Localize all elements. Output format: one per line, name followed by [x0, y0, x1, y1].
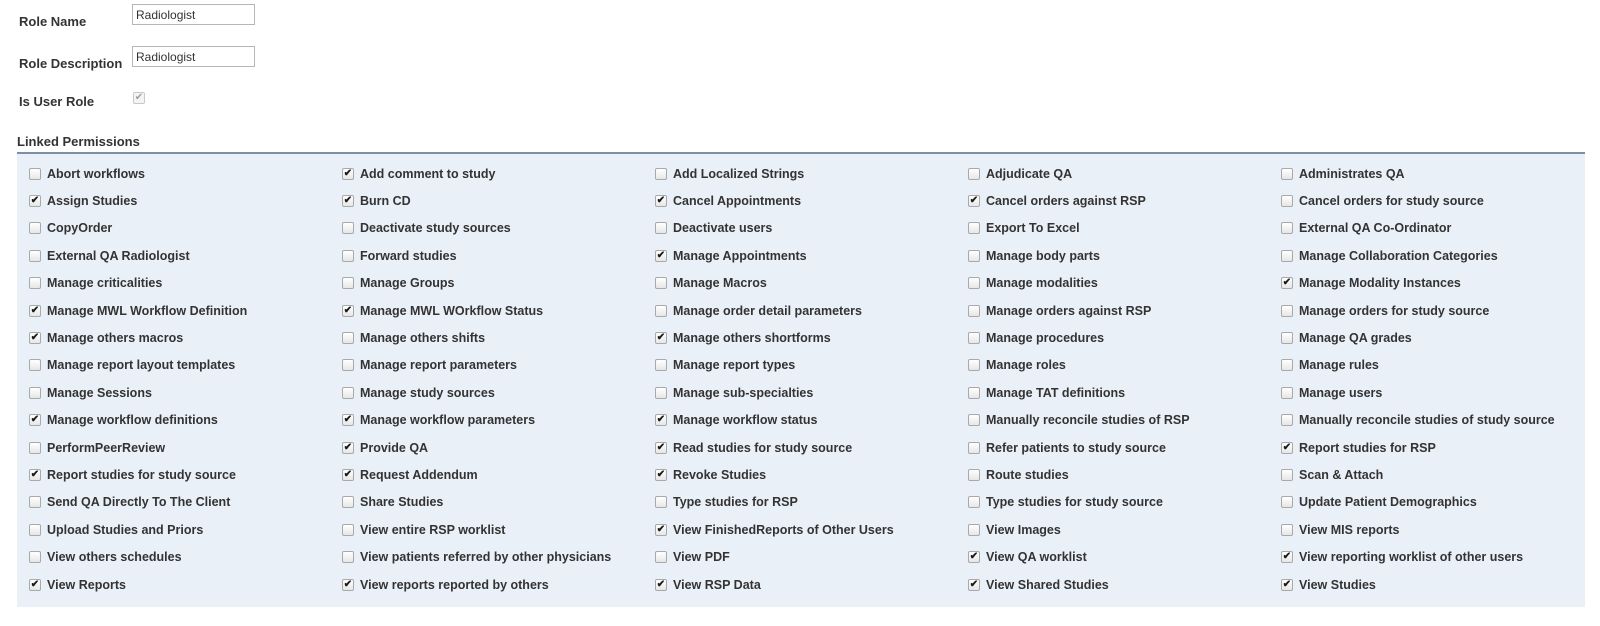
permission-item[interactable] — [342, 489, 655, 516]
permission-item[interactable] — [29, 160, 342, 187]
permission-label: Add Localized Strings — [673, 166, 805, 181]
permission-label: Manage report layout templates — [47, 358, 236, 373]
check-icon: ✔ — [656, 578, 666, 590]
permission-checkbox[interactable] — [342, 305, 354, 317]
permission-item[interactable] — [968, 270, 1281, 297]
permission-checkbox[interactable] — [968, 250, 980, 262]
permission-checkbox[interactable] — [29, 250, 41, 262]
permission-checkbox[interactable] — [342, 496, 354, 508]
check-icon: ✔ — [343, 441, 353, 453]
permission-label: View reports reported by others — [360, 577, 549, 592]
permission-checkbox[interactable] — [1281, 168, 1293, 180]
permission-checkbox[interactable] — [342, 168, 354, 180]
permission-checkbox[interactable] — [29, 359, 41, 371]
permission-checkbox[interactable] — [655, 551, 667, 563]
permission-item[interactable] — [29, 461, 342, 488]
permission-checkbox[interactable] — [1281, 414, 1293, 426]
permission-label: View MIS reports — [1299, 522, 1400, 537]
permission-label: View Studies — [1299, 577, 1376, 592]
permission-label: Revoke Studies — [673, 467, 767, 482]
permissions-grid — [29, 160, 1581, 598]
check-icon: ✔ — [656, 441, 666, 453]
check-icon: ✔ — [656, 523, 666, 535]
permission-label: Manage MWL Workflow Definition — [47, 303, 248, 318]
permission-item[interactable] — [655, 461, 968, 488]
permission-item[interactable] — [655, 407, 968, 434]
permission-checkbox[interactable] — [342, 387, 354, 399]
permission-checkbox[interactable] — [655, 524, 667, 536]
permission-checkbox[interactable] — [342, 222, 354, 234]
permissions-panel — [17, 154, 1585, 607]
permission-label: Send QA Directly To The Client — [47, 495, 231, 510]
permission-label: View FinishedReports of Other Users — [673, 522, 894, 537]
permission-label: Manage others shifts — [360, 331, 486, 346]
permission-checkbox[interactable] — [1281, 579, 1293, 591]
check-icon: ✔ — [343, 304, 353, 316]
permission-checkbox[interactable] — [29, 579, 41, 591]
permission-item[interactable] — [29, 434, 342, 461]
permission-checkbox[interactable] — [342, 250, 354, 262]
permission-item[interactable] — [1281, 516, 1581, 543]
permission-item[interactable] — [1281, 379, 1581, 406]
permission-checkbox[interactable] — [29, 442, 41, 454]
permission-item[interactable] — [968, 379, 1281, 406]
check-icon: ✔ — [134, 92, 144, 103]
permission-checkbox[interactable] — [29, 195, 41, 207]
permission-label: Manage workflow status — [673, 413, 818, 428]
permission-item[interactable] — [968, 215, 1281, 242]
permission-label: Report studies for RSP — [1299, 440, 1436, 455]
permission-checkbox[interactable] — [655, 414, 667, 426]
permission-item[interactable] — [29, 352, 342, 379]
permission-item[interactable] — [1281, 352, 1581, 379]
permission-label: Cancel Appointments — [673, 194, 802, 209]
permission-checkbox[interactable] — [655, 332, 667, 344]
role-description-label: Role Description — [19, 56, 123, 71]
permission-label: Provide QA — [360, 440, 429, 455]
permission-item[interactable] — [29, 407, 342, 434]
permission-checkbox[interactable] — [968, 524, 980, 536]
permission-label: Cancel orders for study source — [1299, 194, 1484, 209]
permission-label: Add comment to study — [360, 166, 496, 181]
linked-permissions-title: Linked Permissions — [17, 134, 140, 149]
permission-item[interactable] — [29, 215, 342, 242]
permission-item[interactable] — [968, 434, 1281, 461]
permission-item[interactable] — [655, 489, 968, 516]
permission-checkbox[interactable] — [1281, 524, 1293, 536]
check-icon: ✔ — [1282, 277, 1292, 289]
permission-checkbox[interactable] — [968, 579, 980, 591]
check-icon: ✔ — [30, 414, 40, 426]
permission-label: View patients referred by other physicians — [360, 550, 612, 565]
check-icon: ✔ — [343, 468, 353, 480]
permission-checkbox[interactable] — [968, 387, 980, 399]
permission-item[interactable] — [1281, 187, 1581, 214]
check-icon: ✔ — [343, 167, 353, 179]
permission-label: Deactivate study sources — [360, 221, 511, 236]
permission-item[interactable] — [342, 379, 655, 406]
permission-item[interactable] — [29, 543, 342, 570]
check-icon: ✔ — [1282, 551, 1292, 563]
permission-checkbox[interactable] — [1281, 442, 1293, 454]
permission-checkbox[interactable] — [968, 277, 980, 289]
role-description-input[interactable] — [132, 46, 255, 67]
permission-label: View entire RSP worklist — [360, 522, 506, 537]
permission-label: View QA worklist — [986, 550, 1087, 565]
permission-item[interactable] — [342, 324, 655, 351]
permission-item[interactable] — [1281, 324, 1581, 351]
permission-checkbox[interactable] — [968, 414, 980, 426]
permission-checkbox[interactable] — [655, 168, 667, 180]
permission-item[interactable] — [29, 242, 342, 269]
permission-item[interactable] — [655, 379, 968, 406]
permission-label: Manage users — [1299, 385, 1383, 400]
permission-label: Manage workflow parameters — [360, 413, 536, 428]
permission-label: Manage Groups — [360, 276, 455, 291]
permission-checkbox[interactable] — [342, 469, 354, 481]
permission-item[interactable] — [342, 461, 655, 488]
check-icon: ✔ — [656, 332, 666, 344]
permission-label: Share Studies — [360, 495, 444, 510]
permission-label: Upload Studies and Priors — [47, 522, 204, 537]
permission-item[interactable] — [1281, 571, 1581, 598]
permission-checkbox[interactable] — [1281, 222, 1293, 234]
permission-label: Request Addendum — [360, 467, 478, 482]
permission-label: Manage report types — [673, 358, 796, 373]
permission-label: Burn CD — [360, 194, 411, 209]
permission-label: Manage orders against RSP — [986, 303, 1152, 318]
permission-item[interactable] — [968, 187, 1281, 214]
permission-checkbox[interactable] — [968, 359, 980, 371]
permission-item[interactable] — [342, 297, 655, 324]
permission-item[interactable] — [342, 242, 655, 269]
permission-checkbox[interactable] — [1281, 469, 1293, 481]
permission-label: Manage modalities — [986, 276, 1098, 291]
permission-checkbox[interactable] — [655, 222, 667, 234]
permission-checkbox[interactable] — [342, 442, 354, 454]
permission-checkbox[interactable] — [29, 305, 41, 317]
permission-checkbox[interactable] — [968, 222, 980, 234]
permission-checkbox[interactable] — [342, 524, 354, 536]
permission-item[interactable] — [655, 324, 968, 351]
check-icon: ✔ — [969, 551, 979, 563]
permission-checkbox[interactable] — [655, 250, 667, 262]
permission-label: Administrates QA — [1299, 166, 1405, 181]
permission-checkbox[interactable] — [1281, 250, 1293, 262]
permission-label: Manage Appointments — [673, 248, 807, 263]
permission-checkbox[interactable] — [655, 387, 667, 399]
permission-item[interactable] — [342, 571, 655, 598]
permission-item[interactable] — [1281, 242, 1581, 269]
permission-label: View Shared Studies — [986, 577, 1109, 592]
permission-checkbox[interactable] — [29, 332, 41, 344]
check-icon: ✔ — [1282, 441, 1292, 453]
permission-label: Manage Macros — [673, 276, 767, 291]
permission-checkbox[interactable] — [29, 277, 41, 289]
permission-item[interactable] — [29, 516, 342, 543]
permission-label: Report studies for study source — [47, 467, 236, 482]
permission-item[interactable] — [655, 516, 968, 543]
permission-item[interactable] — [29, 297, 342, 324]
permission-label: Scan & Attach — [1299, 467, 1384, 482]
check-icon: ✔ — [656, 468, 666, 480]
permission-checkbox[interactable] — [655, 579, 667, 591]
permission-checkbox[interactable] — [29, 222, 41, 234]
permission-checkbox[interactable] — [29, 168, 41, 180]
role-name-input[interactable] — [132, 4, 255, 25]
permission-label: Manage others shortforms — [673, 331, 831, 346]
permission-item[interactable] — [29, 270, 342, 297]
permission-item[interactable] — [968, 242, 1281, 269]
permission-checkbox[interactable] — [342, 332, 354, 344]
check-icon: ✔ — [30, 578, 40, 590]
check-icon: ✔ — [969, 195, 979, 207]
permission-label: View Reports — [47, 577, 126, 592]
permission-checkbox[interactable] — [29, 387, 41, 399]
permission-item[interactable] — [1281, 215, 1581, 242]
permission-label: View others schedules — [47, 550, 182, 565]
permission-item[interactable] — [1281, 297, 1581, 324]
permission-item[interactable] — [655, 242, 968, 269]
permission-item[interactable] — [342, 407, 655, 434]
permission-item[interactable] — [29, 324, 342, 351]
permission-label: Abort workflows — [47, 166, 145, 181]
permission-item[interactable] — [968, 324, 1281, 351]
check-icon: ✔ — [656, 414, 666, 426]
check-icon: ✔ — [30, 195, 40, 207]
permission-item[interactable] — [1281, 160, 1581, 187]
check-icon: ✔ — [30, 304, 40, 316]
permission-checkbox[interactable] — [968, 551, 980, 563]
permission-label: View RSP Data — [673, 577, 761, 592]
permission-checkbox[interactable] — [968, 168, 980, 180]
permission-item[interactable] — [342, 352, 655, 379]
permission-label: Manage others macros — [47, 331, 184, 346]
permission-label: View reporting worklist of other users — [1299, 550, 1524, 565]
permission-item[interactable] — [342, 160, 655, 187]
permission-item[interactable] — [1281, 407, 1581, 434]
permission-checkbox[interactable] — [1281, 332, 1293, 344]
is-user-role-label: Is User Role — [19, 94, 95, 109]
permission-item[interactable] — [968, 489, 1281, 516]
permission-checkbox[interactable] — [968, 195, 980, 207]
check-icon: ✔ — [656, 195, 666, 207]
permission-label: CopyOrder — [47, 221, 113, 236]
permission-item[interactable] — [342, 543, 655, 570]
permission-label: Manage Sessions — [47, 385, 152, 400]
permission-label: Manage TAT definitions — [986, 385, 1126, 400]
permission-checkbox[interactable] — [342, 195, 354, 207]
permission-checkbox[interactable] — [29, 524, 41, 536]
permission-item[interactable] — [342, 270, 655, 297]
permission-checkbox[interactable] — [968, 332, 980, 344]
permission-label: Manage Collaboration Categories — [1299, 248, 1498, 263]
permission-item[interactable] — [29, 187, 342, 214]
permission-item[interactable] — [655, 352, 968, 379]
permission-label: Refer patients to study source — [986, 440, 1166, 455]
permission-item[interactable] — [655, 571, 968, 598]
check-icon: ✔ — [343, 578, 353, 590]
permission-checkbox[interactable] — [342, 551, 354, 563]
permission-item[interactable] — [655, 187, 968, 214]
check-icon: ✔ — [969, 578, 979, 590]
permission-label: External QA Radiologist — [47, 248, 190, 263]
role-name-label: Role Name — [19, 14, 87, 29]
permission-item[interactable] — [342, 187, 655, 214]
permission-label: Type studies for study source — [986, 495, 1163, 510]
check-icon: ✔ — [30, 332, 40, 344]
permission-checkbox[interactable] — [342, 414, 354, 426]
permission-checkbox[interactable] — [968, 442, 980, 454]
permission-label: View PDF — [673, 550, 730, 565]
permission-item[interactable] — [968, 160, 1281, 187]
permission-checkbox[interactable] — [1281, 387, 1293, 399]
permission-checkbox[interactable] — [29, 414, 41, 426]
check-icon: ✔ — [30, 468, 40, 480]
permission-item[interactable] — [968, 571, 1281, 598]
permission-label: Manage roles — [986, 358, 1066, 373]
permission-item[interactable] — [655, 434, 968, 461]
permission-checkbox[interactable] — [1281, 305, 1293, 317]
permission-item[interactable] — [968, 407, 1281, 434]
permission-checkbox[interactable] — [655, 305, 667, 317]
permission-item[interactable] — [1281, 434, 1581, 461]
permission-label: Adjudicate QA — [986, 166, 1073, 181]
permission-checkbox[interactable] — [655, 195, 667, 207]
check-icon: ✔ — [656, 249, 666, 261]
permission-checkbox[interactable] — [29, 469, 41, 481]
permission-checkbox[interactable] — [655, 359, 667, 371]
permission-item[interactable] — [968, 516, 1281, 543]
permission-label: Export To Excel — [986, 221, 1080, 236]
permission-label: PerformPeerReview — [47, 440, 166, 455]
check-icon: ✔ — [343, 195, 353, 207]
permission-checkbox[interactable] — [1281, 195, 1293, 207]
permission-item[interactable] — [342, 434, 655, 461]
permission-label: View Images — [986, 522, 1061, 537]
permission-checkbox[interactable] — [342, 579, 354, 591]
permission-label: Manage MWL WOrkflow Status — [360, 303, 544, 318]
permission-label: Assign Studies — [47, 194, 138, 209]
permission-checkbox[interactable] — [342, 277, 354, 289]
permission-label: Manage order detail parameters — [673, 303, 862, 318]
permission-item[interactable] — [968, 543, 1281, 570]
permission-label: Manually reconcile studies of RSP — [986, 413, 1190, 428]
permission-label: Read studies for study source — [673, 440, 853, 455]
permission-label: External QA Co-Ordinator — [1299, 221, 1452, 236]
permission-checkbox[interactable] — [968, 496, 980, 508]
permission-checkbox[interactable] — [29, 496, 41, 508]
permission-label: Manage study sources — [360, 385, 495, 400]
check-icon: ✔ — [1282, 578, 1292, 590]
permission-item[interactable] — [968, 297, 1281, 324]
permission-checkbox[interactable] — [1281, 277, 1293, 289]
permission-checkbox[interactable] — [1281, 359, 1293, 371]
permission-label: Manage body parts — [986, 248, 1100, 263]
permission-checkbox[interactable] — [1281, 551, 1293, 563]
permission-item[interactable] — [1281, 489, 1581, 516]
permission-checkbox[interactable] — [655, 496, 667, 508]
permission-item[interactable] — [655, 543, 968, 570]
permission-label: Manage orders for study source — [1299, 303, 1490, 318]
permission-item[interactable] — [968, 352, 1281, 379]
permission-label: Manage rules — [1299, 358, 1379, 373]
permission-checkbox[interactable] — [968, 469, 980, 481]
permission-label: Type studies for RSP — [673, 495, 798, 510]
permission-item[interactable] — [1281, 270, 1581, 297]
permission-label: Manage report parameters — [360, 358, 518, 373]
permission-checkbox[interactable] — [968, 305, 980, 317]
permission-label: Manage QA grades — [1299, 331, 1412, 346]
permission-label: Forward studies — [360, 248, 457, 263]
permission-item[interactable] — [1281, 543, 1581, 570]
permission-checkbox[interactable] — [29, 551, 41, 563]
permission-checkbox[interactable] — [1281, 496, 1293, 508]
permission-item[interactable] — [655, 215, 968, 242]
permission-checkbox[interactable] — [655, 442, 667, 454]
permission-label: Manage Modality Instances — [1299, 276, 1461, 291]
permission-label: Update Patient Demographics — [1299, 495, 1477, 510]
permission-label: Route studies — [986, 467, 1069, 482]
permission-item[interactable] — [655, 160, 968, 187]
permission-label: Manage workflow definitions — [47, 413, 218, 428]
permission-label: Manage procedures — [986, 331, 1105, 346]
permission-checkbox[interactable] — [655, 469, 667, 481]
permission-label: Cancel orders against RSP — [986, 194, 1146, 209]
permission-checkbox[interactable] — [342, 359, 354, 371]
permission-item[interactable] — [968, 461, 1281, 488]
permission-item[interactable] — [29, 489, 342, 516]
permission-item[interactable] — [342, 516, 655, 543]
permission-item[interactable] — [29, 571, 342, 598]
permission-label: Manually reconcile studies of study source — [1299, 413, 1555, 428]
permission-label: Manage sub-specialties — [673, 385, 814, 400]
permission-label: Manage criticalities — [47, 276, 163, 291]
is-user-role-checkbox[interactable] — [133, 92, 145, 104]
permission-item[interactable] — [342, 215, 655, 242]
permission-label: Deactivate users — [673, 221, 773, 236]
check-icon: ✔ — [343, 414, 353, 426]
permission-item[interactable] — [29, 379, 342, 406]
permission-item[interactable] — [655, 270, 968, 297]
permission-item[interactable] — [1281, 461, 1581, 488]
permission-checkbox[interactable] — [655, 277, 667, 289]
permission-item[interactable] — [655, 297, 968, 324]
